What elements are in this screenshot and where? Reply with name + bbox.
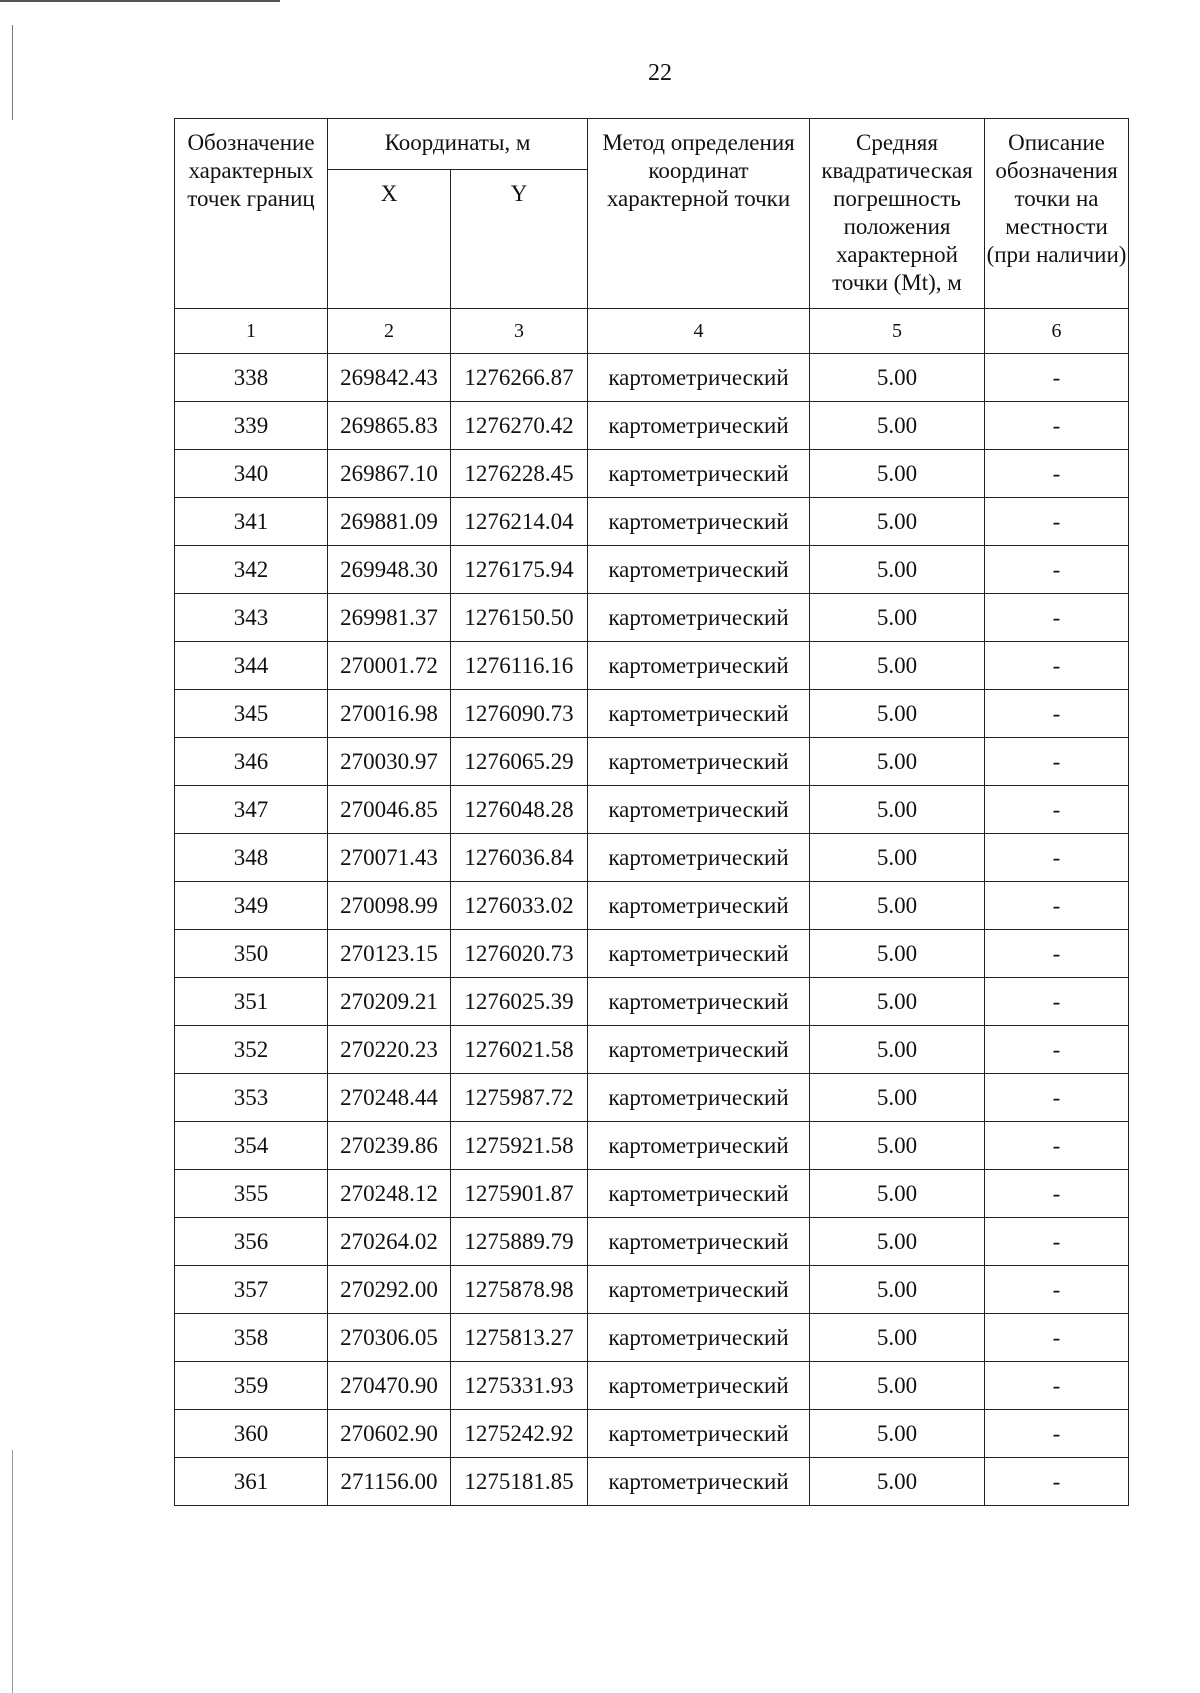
x-coordinate-cell: 270602.90 [328,1410,451,1458]
table-row [175,1074,1129,1122]
header-method: Метод определения координат характерной точки [588,119,810,309]
column-number: 6 [985,309,1129,354]
description-cell: - [985,690,1129,738]
error-cell: 5.00 [810,1410,985,1458]
y-coordinate-cell: 1275331.93 [451,1362,588,1410]
description-cell: - [985,1218,1129,1266]
x-coordinate-cell: 270306.05 [328,1314,451,1362]
x-coordinate-cell: 269867.10 [328,450,451,498]
point-cell: 340 [175,450,328,498]
point-cell: 353 [175,1074,328,1122]
method-cell: картометрический [588,1122,810,1170]
y-coordinate-cell: 1276020.73 [451,930,588,978]
description-cell: - [985,1122,1129,1170]
table-row [175,594,1129,642]
point-cell: 359 [175,1362,328,1410]
description-cell: - [985,498,1129,546]
description-cell: - [985,546,1129,594]
y-coordinate-cell: 1276033.02 [451,882,588,930]
error-cell: 5.00 [810,978,985,1026]
header-coordinates: Координаты, м [328,119,588,170]
point-cell: 350 [175,930,328,978]
point-cell: 346 [175,738,328,786]
column-numbers-row [175,309,1129,354]
table-row [175,834,1129,882]
table-row [175,1266,1129,1314]
x-coordinate-cell: 270071.43 [328,834,451,882]
column-number: 2 [328,309,451,354]
point-cell: 361 [175,1458,328,1506]
table-row [175,978,1129,1026]
table-row [175,1362,1129,1410]
error-cell: 5.00 [810,1314,985,1362]
y-coordinate-cell: 1276025.39 [451,978,588,1026]
method-cell: картометрический [588,1170,810,1218]
x-coordinate-cell: 269881.09 [328,498,451,546]
description-cell: - [985,450,1129,498]
description-cell: - [985,1026,1129,1074]
x-coordinate-cell: 269842.43 [328,354,451,402]
x-coordinate-cell: 270248.12 [328,1170,451,1218]
error-cell: 5.00 [810,1362,985,1410]
page-number: 22 [648,60,672,86]
method-cell: картометрический [588,1266,810,1314]
method-cell: картометрический [588,738,810,786]
boundary-points-table [174,118,1129,1506]
method-cell: картометрический [588,690,810,738]
description-cell: - [985,882,1129,930]
y-coordinate-cell: 1275181.85 [451,1458,588,1506]
x-coordinate-cell: 270098.99 [328,882,451,930]
x-coordinate-cell: 269865.83 [328,402,451,450]
table-row [175,1410,1129,1458]
y-coordinate-cell: 1275878.98 [451,1266,588,1314]
y-coordinate-cell: 1276048.28 [451,786,588,834]
header-x: X [328,170,451,309]
x-coordinate-cell: 270264.02 [328,1218,451,1266]
description-cell: - [985,1074,1129,1122]
point-cell: 348 [175,834,328,882]
description-cell: - [985,930,1129,978]
table-row [175,450,1129,498]
description-cell: - [985,1266,1129,1314]
table-row [175,786,1129,834]
x-coordinate-cell: 269948.30 [328,546,451,594]
header-designation: Обозначение характерных точек границ [175,119,328,309]
description-cell: - [985,594,1129,642]
point-cell: 358 [175,1314,328,1362]
point-cell: 355 [175,1170,328,1218]
table-row [175,1122,1129,1170]
method-cell: картометрический [588,1458,810,1506]
point-cell: 345 [175,690,328,738]
table-row [175,1458,1129,1506]
y-coordinate-cell: 1276021.58 [451,1026,588,1074]
header-error: Средняя квадратическая погрешность положения характерной точки (Mt), м [810,119,985,309]
y-coordinate-cell: 1275813.27 [451,1314,588,1362]
y-coordinate-cell: 1276214.04 [451,498,588,546]
point-cell: 360 [175,1410,328,1458]
x-coordinate-cell: 270248.44 [328,1074,451,1122]
point-cell: 347 [175,786,328,834]
point-cell: 349 [175,882,328,930]
description-cell: - [985,402,1129,450]
x-coordinate-cell: 270123.15 [328,930,451,978]
error-cell: 5.00 [810,1074,985,1122]
x-coordinate-cell: 270001.72 [328,642,451,690]
method-cell: картометрический [588,786,810,834]
method-cell: картометрический [588,1410,810,1458]
point-cell: 339 [175,402,328,450]
table-row [175,354,1129,402]
header-y: Y [451,170,588,309]
point-cell: 356 [175,1218,328,1266]
error-cell: 5.00 [810,834,985,882]
x-coordinate-cell: 270030.97 [328,738,451,786]
y-coordinate-cell: 1275901.87 [451,1170,588,1218]
table-header [175,119,1129,354]
description-cell: - [985,642,1129,690]
method-cell: картометрический [588,1026,810,1074]
table-row [175,402,1129,450]
table-row [175,546,1129,594]
method-cell: картометрический [588,1218,810,1266]
x-coordinate-cell: 270292.00 [328,1266,451,1314]
description-cell: - [985,1362,1129,1410]
description-cell: - [985,1410,1129,1458]
x-coordinate-cell: 270209.21 [328,978,451,1026]
error-cell: 5.00 [810,1458,985,1506]
error-cell: 5.00 [810,402,985,450]
error-cell: 5.00 [810,1266,985,1314]
scan-edge-mark [12,1450,13,1693]
description-cell: - [985,738,1129,786]
description-cell: - [985,834,1129,882]
y-coordinate-cell: 1276270.42 [451,402,588,450]
table-row [175,1026,1129,1074]
method-cell: картометрический [588,402,810,450]
x-coordinate-cell: 270046.85 [328,786,451,834]
x-coordinate-cell: 270220.23 [328,1026,451,1074]
y-coordinate-cell: 1275889.79 [451,1218,588,1266]
description-cell: - [985,786,1129,834]
error-cell: 5.00 [810,354,985,402]
y-coordinate-cell: 1276036.84 [451,834,588,882]
y-coordinate-cell: 1276065.29 [451,738,588,786]
x-coordinate-cell: 269981.37 [328,594,451,642]
method-cell: картометрический [588,642,810,690]
method-cell: картометрический [588,978,810,1026]
point-cell: 354 [175,1122,328,1170]
method-cell: картометрический [588,498,810,546]
error-cell: 5.00 [810,1122,985,1170]
description-cell: - [985,978,1129,1026]
x-coordinate-cell: 270016.98 [328,690,451,738]
x-coordinate-cell: 271156.00 [328,1458,451,1506]
error-cell: 5.00 [810,498,985,546]
error-cell: 5.00 [810,594,985,642]
column-number: 4 [588,309,810,354]
point-cell: 352 [175,1026,328,1074]
method-cell: картометрический [588,930,810,978]
method-cell: картометрический [588,546,810,594]
error-cell: 5.00 [810,738,985,786]
table-row [175,930,1129,978]
error-cell: 5.00 [810,1170,985,1218]
method-cell: картометрический [588,882,810,930]
error-cell: 5.00 [810,786,985,834]
method-cell: картометрический [588,1314,810,1362]
error-cell: 5.00 [810,1026,985,1074]
y-coordinate-cell: 1275921.58 [451,1122,588,1170]
point-cell: 351 [175,978,328,1026]
error-cell: 5.00 [810,882,985,930]
y-coordinate-cell: 1275242.92 [451,1410,588,1458]
y-coordinate-cell: 1276116.16 [451,642,588,690]
point-cell: 341 [175,498,328,546]
error-cell: 5.00 [810,450,985,498]
header-description: Описание обозначения точки на местности (при наличии) [985,119,1129,309]
y-coordinate-cell: 1275987.72 [451,1074,588,1122]
description-cell: - [985,1314,1129,1362]
y-coordinate-cell: 1276150.50 [451,594,588,642]
table-row [175,498,1129,546]
x-coordinate-cell: 270470.90 [328,1362,451,1410]
y-coordinate-cell: 1276228.45 [451,450,588,498]
description-cell: - [985,1170,1129,1218]
error-cell: 5.00 [810,930,985,978]
error-cell: 5.00 [810,642,985,690]
point-cell: 344 [175,642,328,690]
point-cell: 343 [175,594,328,642]
table-row [175,1170,1129,1218]
point-cell: 357 [175,1266,328,1314]
error-cell: 5.00 [810,690,985,738]
column-number: 1 [175,309,328,354]
point-cell: 338 [175,354,328,402]
table-row [175,642,1129,690]
method-cell: картометрический [588,354,810,402]
description-cell: - [985,1458,1129,1506]
column-number: 3 [451,309,588,354]
y-coordinate-cell: 1276090.73 [451,690,588,738]
column-number: 5 [810,309,985,354]
table-row [175,882,1129,930]
table-row [175,690,1129,738]
error-cell: 5.00 [810,546,985,594]
table-row [175,1314,1129,1362]
x-coordinate-cell: 270239.86 [328,1122,451,1170]
method-cell: картометрический [588,834,810,882]
scan-edge-mark [0,0,280,2]
point-cell: 342 [175,546,328,594]
method-cell: картометрический [588,450,810,498]
method-cell: картометрический [588,594,810,642]
method-cell: картометрический [588,1074,810,1122]
table-body [175,354,1129,1506]
table-row [175,1218,1129,1266]
table-row [175,738,1129,786]
y-coordinate-cell: 1276175.94 [451,546,588,594]
description-cell: - [985,354,1129,402]
y-coordinate-cell: 1276266.87 [451,354,588,402]
error-cell: 5.00 [810,1218,985,1266]
method-cell: картометрический [588,1362,810,1410]
